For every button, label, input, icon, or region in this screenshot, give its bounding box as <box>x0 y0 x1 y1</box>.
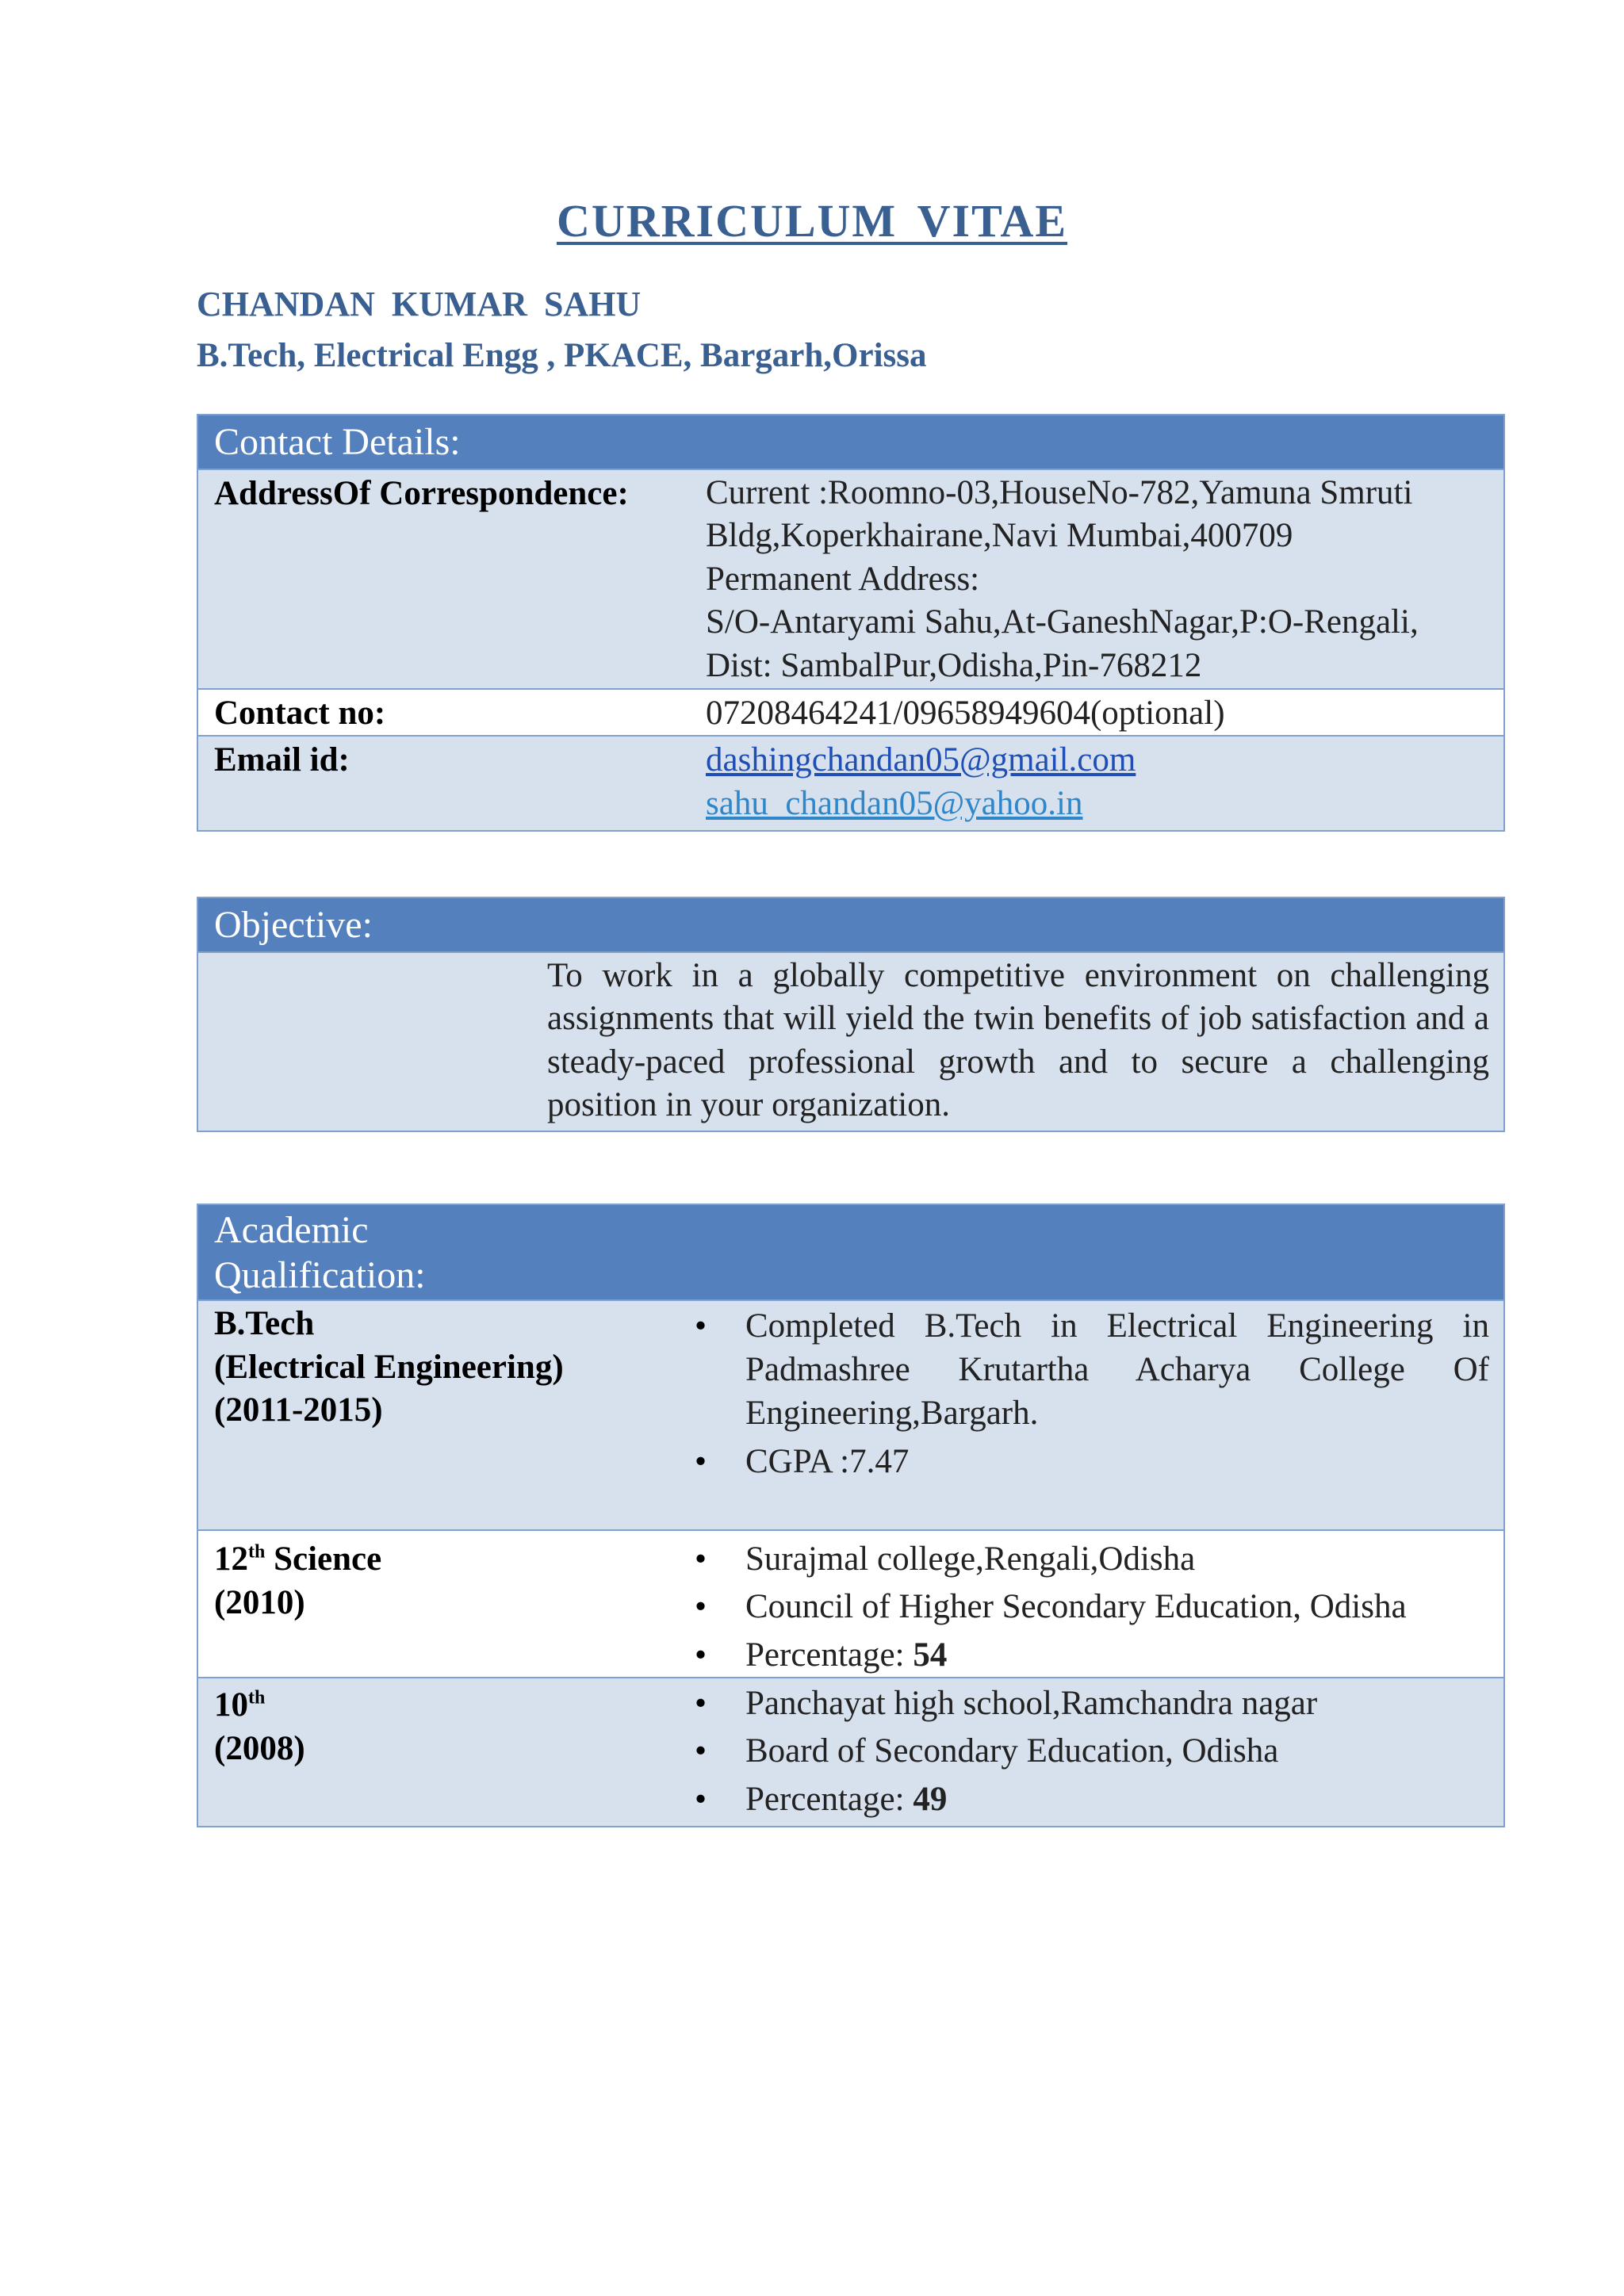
tenth-year: (2008) <box>214 1730 305 1768</box>
contact-heading: Contact Details: <box>198 415 1503 469</box>
objective-heading: Objective: <box>198 898 1503 951</box>
list-item <box>695 1632 1489 1679</box>
btech-degree: B.Tech <box>214 1305 315 1343</box>
list-item: • Surajmal college,Rengali,Odisha <box>695 1536 1489 1583</box>
twelfth-stream: Science <box>274 1540 382 1578</box>
twelfth-details <box>695 1531 1503 1677</box>
percentage-value: 54 <box>913 1636 948 1674</box>
address-line: Permanent Address: <box>706 560 980 598</box>
candidate-name: CHANDAN KUMAR SAHU <box>197 285 642 323</box>
tenth-details <box>695 1678 1503 1826</box>
btech-row <box>198 1299 1503 1529</box>
tenth-number: 10 <box>214 1686 248 1724</box>
address-line: Current :Roomno-03,HouseNo-782,Yamuna Smruti <box>706 473 1413 511</box>
btech-details <box>695 1301 1503 1529</box>
address-line: S/O-Antaryami Sahu,At-GaneshNagar,P:O-Rengali, <box>706 603 1419 641</box>
twelfth-year: (2010) <box>214 1584 305 1622</box>
objective-spacer <box>198 953 547 1127</box>
percentage-label: Percentage: <box>745 1780 914 1818</box>
address-row <box>198 469 1503 688</box>
list-item <box>695 1776 1489 1823</box>
twelfth-label <box>198 1531 695 1677</box>
phone-value: 07208464241/09658949604(optional) <box>706 694 1225 732</box>
objective-row <box>198 951 1503 1131</box>
cv-title: CURRICULUM VITAE <box>556 195 1068 247</box>
email-value <box>706 737 1503 825</box>
list-item: • Board of Secondary Education, Odisha <box>695 1728 1489 1775</box>
list-item: • Council of Higher Secondary Education, Odisha <box>695 1583 1489 1631</box>
btech-label <box>198 1301 695 1529</box>
phone-label: Contact no: <box>214 694 386 732</box>
candidate-subtitle: B.Tech, Electrical Engg , PKACE, Bargarh,Orissa <box>197 337 927 374</box>
contact-section <box>197 414 1505 832</box>
academic-heading <box>198 1205 1503 1299</box>
tenth-label <box>198 1678 695 1826</box>
objective-section <box>197 897 1505 1132</box>
percentage-value: 49 <box>913 1780 948 1818</box>
tenth-row <box>198 1677 1503 1826</box>
email-label: Email id: <box>214 740 350 779</box>
academic-heading-line: Academic <box>214 1209 369 1251</box>
twelfth-number: 12 <box>214 1540 248 1578</box>
email-link-yahoo[interactable]: sahu_chandan05@yahoo.in <box>706 784 1083 822</box>
address-line: Bldg,Koperkhairane,Navi Mumbai,400709 <box>706 517 1293 555</box>
address-value <box>706 470 1503 688</box>
list-item: • CGPA :7.47 <box>695 1438 1489 1486</box>
twelfth-suffix: th <box>248 1541 266 1563</box>
list-item: • Panchayat high school,Ramchandra nagar <box>695 1680 1489 1728</box>
phone-row <box>198 688 1503 735</box>
list-item: • Completed B.Tech in Electrical Engineering in Padmashree Krutartha Acharya College Of Engineering,Bargarh. <box>695 1304 1489 1435</box>
academic-heading-line: Qualification: <box>214 1253 426 1296</box>
email-row <box>198 735 1503 830</box>
address-line: Dist: SambalPur,Odisha,Pin-768212 <box>706 647 1202 685</box>
objective-text: To work in a globally competitive environment on challenging assignments that will yield the twin benefits of job satisfaction and a steady-paced professional growth and to secure a challenging position in your organization. <box>547 956 1489 1124</box>
percentage-label: Percentage: <box>745 1636 914 1674</box>
address-label: AddressOf Correspondence: <box>214 474 629 512</box>
academic-section <box>197 1203 1505 1827</box>
btech-branch: (Electrical Engineering) <box>214 1348 564 1386</box>
tenth-suffix: th <box>248 1687 266 1709</box>
email-link-gmail[interactable]: dashingchandan05@gmail.com <box>706 740 1136 779</box>
btech-years: (2011-2015) <box>214 1391 383 1429</box>
twelfth-row <box>198 1529 1503 1677</box>
